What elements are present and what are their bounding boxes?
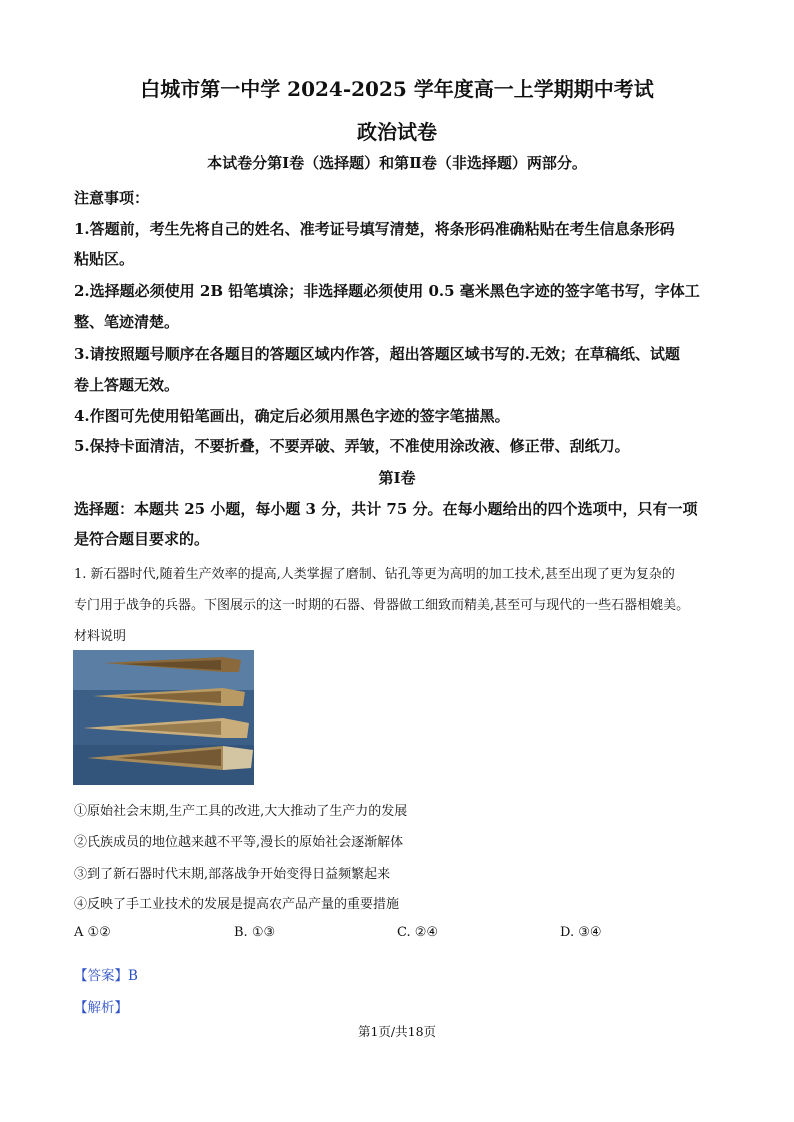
notice-line: 2.选择题必须使用 2B 铅笔填涂；非选择题必须使用 0.5 毫米黑色字迹的签字笔书写，字体工 (74, 282, 700, 300)
question-stem: 专门用于战争的兵器。下图展示的这一时期的石器、骨器做工细致而精美,甚至可与现代的一些石器相媲美。 (74, 598, 690, 613)
section-heading: 第Ⅰ卷 (378, 469, 416, 487)
answer-label: 【答案】B (74, 968, 138, 984)
material-caption: 材料说明 (74, 629, 127, 644)
notice-line: 5.保持卡面清洁，不要折叠，不要弄破、弄皱，不准使用涂改液、修正带、刮纸刀。 (74, 437, 630, 455)
notice-line: 1.答题前，考生先将自己的姓名、准考证号填写清楚，将条形码准确粘贴在考生信息条形码 (74, 220, 675, 238)
bone-tools-photo (73, 650, 254, 785)
notice-line: 3.请按照题号顺序在各题目的答题区域内作答，超出答题区域书写的.无效；在草稿纸、试题 (74, 345, 680, 363)
option-a: A ①② (74, 925, 111, 940)
statement-item: ①原始社会末期,生产工具的改进,大大推动了生产力的发展 (74, 804, 408, 819)
statement-item: ②氏族成员的地位越来越不平等,漫长的原始社会逐渐解体 (74, 835, 404, 850)
analysis-label: 【解析】 (74, 1000, 128, 1016)
notice-heading: 注意事项： (74, 189, 150, 207)
section-instruction: 是符合题目要求的。 (74, 530, 210, 548)
notice-line: 4.作图可先使用铅笔画出，确定后必须用黑色字迹的签字笔描黑。 (74, 407, 510, 425)
exam-title: 白城市第一中学 2024-2025 学年度高一上学期期中考试 (140, 77, 654, 101)
notice-line: 粘贴区。 (74, 250, 135, 268)
statement-item: ③到了新石器时代末期,部落战争开始变得日益频繁起来 (74, 867, 391, 882)
exam-subject: 政治试卷 (357, 120, 437, 144)
option-c: C. ②④ (397, 925, 439, 940)
notice-line: 卷上答题无效。 (74, 376, 180, 394)
notice-line: 整、笔迹清楚。 (74, 313, 180, 331)
statement-item: ④反映了手工业技术的发展是提高农产品产量的重要措施 (74, 897, 400, 912)
question-stem: 1. 新石器时代,随着生产效率的提高,人类掌握了磨制、钻孔等更为高明的加工技术,甚至出现了更为复杂的 (74, 567, 675, 582)
section-instruction: 选择题：本题共 25 小题，每小题 3 分，共计 75 分。在每小题给出的四个选项中，只有一项 (74, 500, 698, 518)
exam-intro: 本试卷分第Ⅰ卷（选择题）和第Ⅱ卷（非选择题）两部分。 (207, 154, 587, 172)
option-d: D. ③④ (560, 925, 602, 940)
option-b: B. ①③ (234, 925, 276, 940)
page-number: 第1页/共18页 (357, 1024, 437, 1039)
